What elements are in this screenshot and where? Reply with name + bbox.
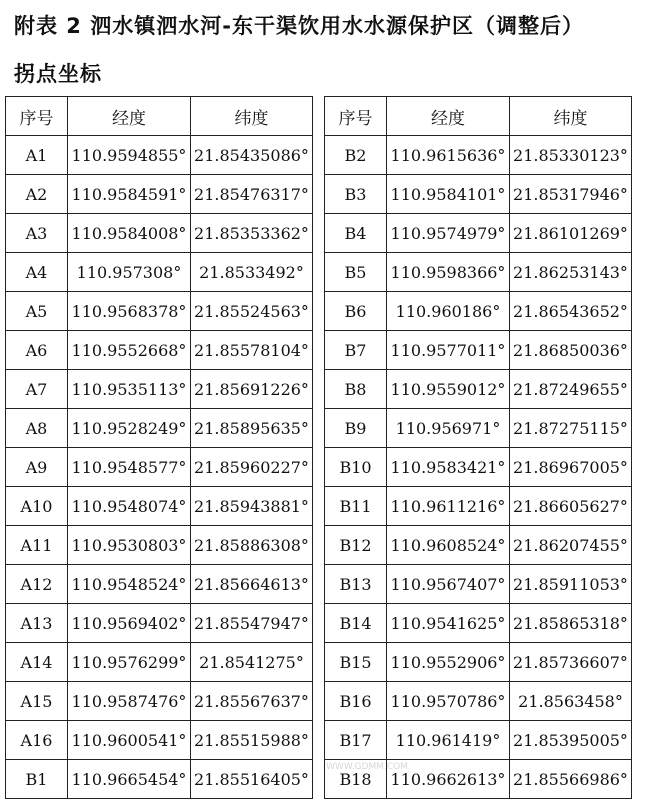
header-longitude: 经度 bbox=[68, 97, 191, 136]
latitude-cell: 21.85865318° bbox=[510, 604, 632, 643]
table-row bbox=[6, 448, 313, 487]
table-row bbox=[6, 760, 313, 799]
latitude-cell: 21.86605627° bbox=[510, 487, 632, 526]
point-id: B8 bbox=[325, 370, 387, 409]
table-row bbox=[325, 214, 632, 253]
table-row bbox=[325, 682, 632, 721]
latitude-cell: 21.86850036° bbox=[510, 331, 632, 370]
longitude-cell: 110.9530803° bbox=[68, 526, 191, 565]
latitude-cell: 21.85664613° bbox=[191, 565, 313, 604]
latitude-cell: 21.85524563° bbox=[191, 292, 313, 331]
table-row bbox=[6, 526, 313, 565]
latitude-cell: 21.86253143° bbox=[510, 253, 632, 292]
latitude-cell: 21.86101269° bbox=[510, 214, 632, 253]
table-row bbox=[6, 331, 313, 370]
latitude-cell: 21.86207455° bbox=[510, 526, 632, 565]
longitude-cell: 110.9548074° bbox=[68, 487, 191, 526]
longitude-cell: 110.957308° bbox=[68, 253, 191, 292]
longitude-cell: 110.9528249° bbox=[68, 409, 191, 448]
table-row bbox=[325, 331, 632, 370]
longitude-cell: 110.9662613° bbox=[387, 760, 510, 799]
table-subtitle: 拐点坐标 bbox=[14, 62, 102, 86]
latitude-cell: 21.8533492° bbox=[191, 253, 313, 292]
longitude-cell: 110.9552668° bbox=[68, 331, 191, 370]
point-id: A15 bbox=[6, 682, 68, 721]
longitude-cell: 110.9608524° bbox=[387, 526, 510, 565]
latitude-cell: 21.8541275° bbox=[191, 643, 313, 682]
point-id: A1 bbox=[6, 136, 68, 175]
point-id: B4 bbox=[325, 214, 387, 253]
table-row bbox=[6, 253, 313, 292]
latitude-cell: 21.87249655° bbox=[510, 370, 632, 409]
table-row bbox=[6, 682, 313, 721]
latitude-cell: 21.85395005° bbox=[510, 721, 632, 760]
latitude-cell: 21.85547947° bbox=[191, 604, 313, 643]
point-id: B1 bbox=[6, 760, 68, 799]
longitude-cell: 110.956971° bbox=[387, 409, 510, 448]
table-row bbox=[6, 409, 313, 448]
point-id: B11 bbox=[325, 487, 387, 526]
latitude-cell: 21.85886308° bbox=[191, 526, 313, 565]
longitude-cell: 110.9587476° bbox=[68, 682, 191, 721]
table-row bbox=[325, 292, 632, 331]
point-id: B13 bbox=[325, 565, 387, 604]
longitude-cell: 110.9584101° bbox=[387, 175, 510, 214]
table-row bbox=[6, 565, 313, 604]
latitude-cell: 21.8563458° bbox=[510, 682, 632, 721]
header-row bbox=[6, 97, 313, 136]
longitude-cell: 110.9559012° bbox=[387, 370, 510, 409]
latitude-cell: 21.85317946° bbox=[510, 175, 632, 214]
point-id: A4 bbox=[6, 253, 68, 292]
longitude-cell: 110.9577011° bbox=[387, 331, 510, 370]
table-row bbox=[6, 487, 313, 526]
point-id: A6 bbox=[6, 331, 68, 370]
longitude-cell: 110.9598366° bbox=[387, 253, 510, 292]
table-row bbox=[325, 136, 632, 175]
longitude-cell: 110.9594855° bbox=[68, 136, 191, 175]
longitude-cell: 110.9535113° bbox=[68, 370, 191, 409]
latitude-cell: 21.85515988° bbox=[191, 721, 313, 760]
latitude-cell: 21.86967005° bbox=[510, 448, 632, 487]
latitude-cell: 21.85960227° bbox=[191, 448, 313, 487]
latitude-cell: 21.85736607° bbox=[510, 643, 632, 682]
point-id: B17 bbox=[325, 721, 387, 760]
longitude-cell: 110.961419° bbox=[387, 721, 510, 760]
longitude-cell: 110.9568378° bbox=[68, 292, 191, 331]
header-latitude: 纬度 bbox=[510, 97, 632, 136]
table-row bbox=[325, 565, 632, 604]
longitude-cell: 110.9600541° bbox=[68, 721, 191, 760]
table-row bbox=[325, 175, 632, 214]
point-id: A11 bbox=[6, 526, 68, 565]
longitude-cell: 110.9552906° bbox=[387, 643, 510, 682]
header-seq: 序号 bbox=[6, 97, 68, 136]
table-row bbox=[6, 370, 313, 409]
table-row bbox=[6, 721, 313, 760]
latitude-cell: 21.85566986° bbox=[510, 760, 632, 799]
longitude-cell: 110.9570786° bbox=[387, 682, 510, 721]
point-id: B16 bbox=[325, 682, 387, 721]
header-longitude: 经度 bbox=[387, 97, 510, 136]
table-row bbox=[6, 643, 313, 682]
point-id: B12 bbox=[325, 526, 387, 565]
longitude-cell: 110.9576299° bbox=[68, 643, 191, 682]
longitude-cell: 110.9584008° bbox=[68, 214, 191, 253]
longitude-cell: 110.9569402° bbox=[68, 604, 191, 643]
latitude-cell: 21.85435086° bbox=[191, 136, 313, 175]
latitude-cell: 21.85911053° bbox=[510, 565, 632, 604]
point-id: A13 bbox=[6, 604, 68, 643]
longitude-cell: 110.9583421° bbox=[387, 448, 510, 487]
left-coordinates-table bbox=[5, 96, 313, 799]
latitude-cell: 21.86543652° bbox=[510, 292, 632, 331]
latitude-cell: 21.85476317° bbox=[191, 175, 313, 214]
latitude-cell: 21.85895635° bbox=[191, 409, 313, 448]
point-id: B14 bbox=[325, 604, 387, 643]
table-row bbox=[325, 370, 632, 409]
point-id: B6 bbox=[325, 292, 387, 331]
longitude-cell: 110.9611216° bbox=[387, 487, 510, 526]
latitude-cell: 21.85330123° bbox=[510, 136, 632, 175]
latitude-cell: 21.85567637° bbox=[191, 682, 313, 721]
longitude-cell: 110.9567407° bbox=[387, 565, 510, 604]
right-coordinates-table bbox=[324, 96, 632, 799]
table-row bbox=[6, 175, 313, 214]
point-id: B2 bbox=[325, 136, 387, 175]
longitude-cell: 110.9615636° bbox=[387, 136, 510, 175]
point-id: A14 bbox=[6, 643, 68, 682]
point-id: A8 bbox=[6, 409, 68, 448]
table-row bbox=[325, 253, 632, 292]
latitude-cell: 21.85943881° bbox=[191, 487, 313, 526]
point-id: B9 bbox=[325, 409, 387, 448]
table-row bbox=[6, 604, 313, 643]
longitude-cell: 110.9584591° bbox=[68, 175, 191, 214]
latitude-cell: 21.85691226° bbox=[191, 370, 313, 409]
table-row bbox=[325, 760, 632, 799]
latitude-cell: 21.85353362° bbox=[191, 214, 313, 253]
point-id: B15 bbox=[325, 643, 387, 682]
point-id: A7 bbox=[6, 370, 68, 409]
table-row bbox=[325, 721, 632, 760]
watermark-logo: WWW.GDMM.COM bbox=[326, 762, 408, 772]
table-title: 附表 2 泗水镇泗水河-东干渠饮用水水源保护区（调整后） bbox=[14, 14, 584, 38]
header-seq: 序号 bbox=[325, 97, 387, 136]
longitude-cell: 110.9665454° bbox=[68, 760, 191, 799]
latitude-cell: 21.87275115° bbox=[510, 409, 632, 448]
point-id: A3 bbox=[6, 214, 68, 253]
table-row bbox=[325, 643, 632, 682]
point-id: A2 bbox=[6, 175, 68, 214]
table-row bbox=[325, 487, 632, 526]
point-id: A9 bbox=[6, 448, 68, 487]
longitude-cell: 110.9574979° bbox=[387, 214, 510, 253]
point-id: A16 bbox=[6, 721, 68, 760]
point-id: A12 bbox=[6, 565, 68, 604]
table-row bbox=[325, 448, 632, 487]
latitude-cell: 21.85516405° bbox=[191, 760, 313, 799]
header-latitude: 纬度 bbox=[191, 97, 313, 136]
longitude-cell: 110.9541625° bbox=[387, 604, 510, 643]
longitude-cell: 110.9548577° bbox=[68, 448, 191, 487]
table-row bbox=[6, 214, 313, 253]
point-id: B10 bbox=[325, 448, 387, 487]
table-row bbox=[325, 604, 632, 643]
point-id: A10 bbox=[6, 487, 68, 526]
table-row bbox=[325, 526, 632, 565]
point-id: B7 bbox=[325, 331, 387, 370]
point-id: B18 bbox=[325, 760, 387, 799]
point-id: A5 bbox=[6, 292, 68, 331]
latitude-cell: 21.85578104° bbox=[191, 331, 313, 370]
table-row bbox=[6, 292, 313, 331]
longitude-cell: 110.960186° bbox=[387, 292, 510, 331]
header-row bbox=[325, 97, 632, 136]
point-id: B5 bbox=[325, 253, 387, 292]
point-id: B3 bbox=[325, 175, 387, 214]
table-row bbox=[6, 136, 313, 175]
table-row bbox=[325, 409, 632, 448]
longitude-cell: 110.9548524° bbox=[68, 565, 191, 604]
